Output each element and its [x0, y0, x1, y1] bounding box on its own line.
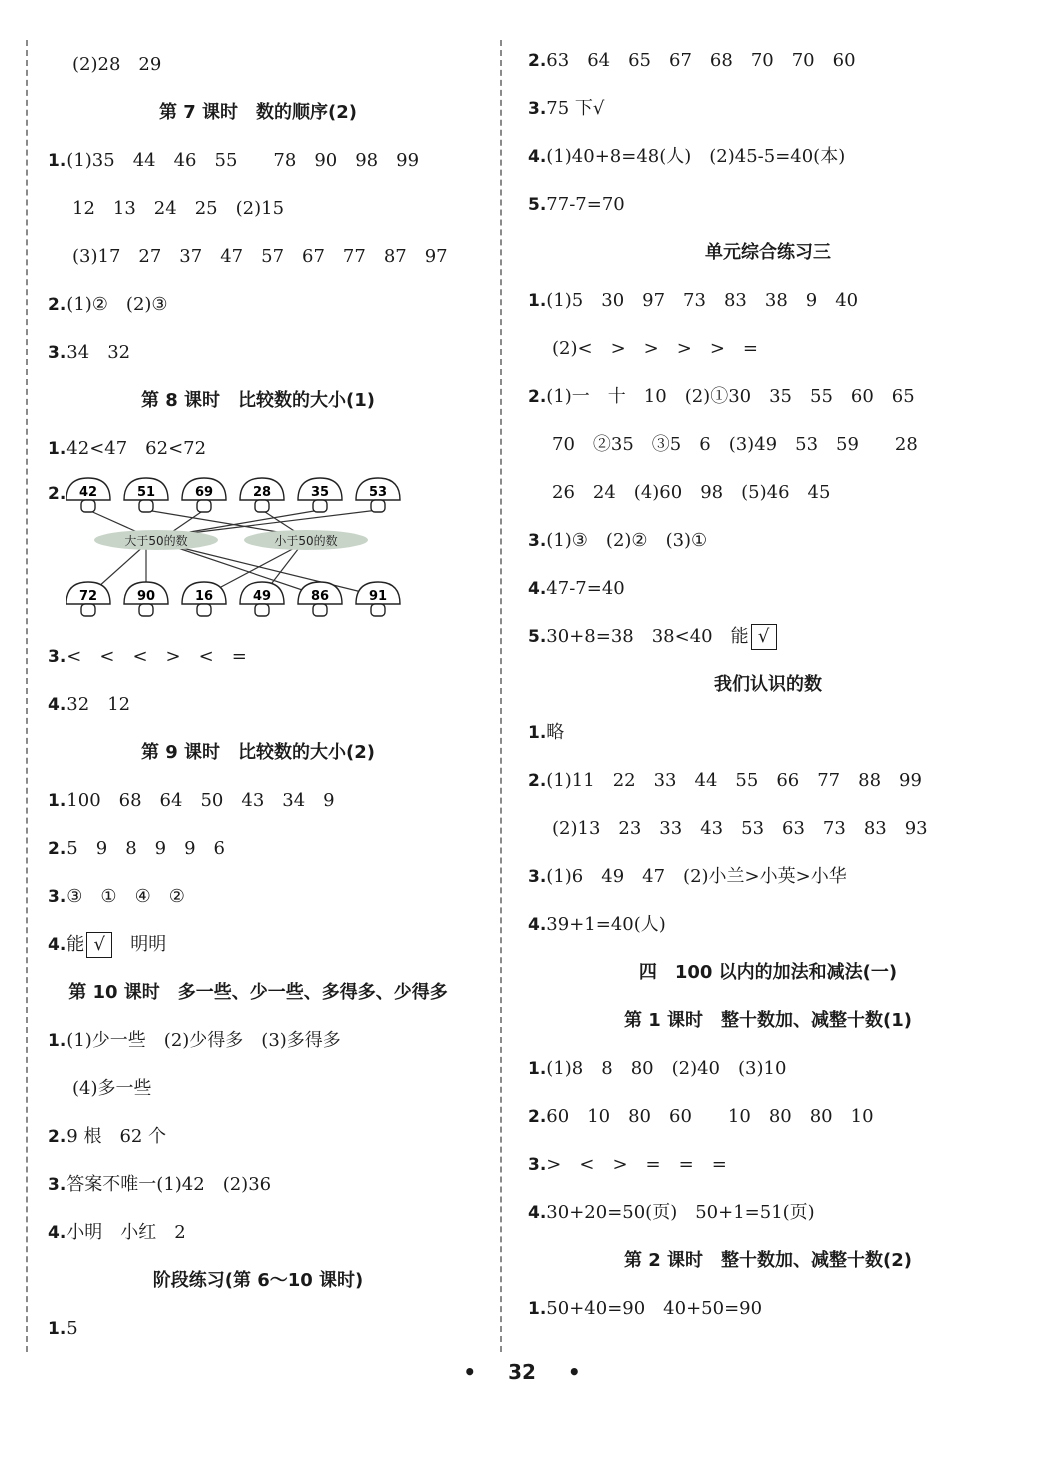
section-heading: 第 7 课时 数的顺序(2) [158, 102, 358, 123]
answer-text: 答案不唯一(1)42 (2)36 [66, 1174, 272, 1195]
left-column [48, 44, 468, 1356]
mushroom-number: 91 [368, 589, 388, 604]
answer-item [48, 876, 468, 924]
answer-item [48, 428, 468, 476]
answer-continuation [528, 328, 1008, 376]
answer-continuation [528, 808, 1008, 856]
answer-text: 9 根 62 个 [66, 1126, 167, 1147]
top-mushrooms [66, 478, 400, 512]
mushroom [240, 478, 284, 512]
answer-text: 42<47 62<72 [66, 438, 207, 459]
section-heading: 第 1 课时 整十数加、减整十数(1) [623, 1010, 913, 1031]
answer-text: (1)② (2)③ [66, 294, 168, 315]
question-number: 2. [528, 387, 547, 407]
answer-text: 77-7=70 [546, 194, 625, 215]
answer-item [48, 284, 468, 332]
question-number: 4. [528, 1203, 547, 1223]
answer-text: 5 [66, 1318, 78, 1339]
question-number: 2. [48, 484, 67, 504]
answer-text: (1)5 30 97 73 83 38 9 40 [546, 290, 859, 311]
section-heading: 第 9 课时 比较数的大小(2) [140, 742, 376, 763]
column-divider [500, 40, 502, 1352]
answer-item [528, 1288, 1008, 1336]
answer-item [48, 636, 468, 684]
page-dot-right: • [567, 1360, 581, 1384]
section-heading: 第 10 课时 多一些、少一些、多得多、少得多 [68, 982, 448, 1003]
mushroom-stem [139, 604, 153, 616]
answer-item [48, 780, 468, 828]
mushroom [66, 582, 110, 616]
section-heading: 阶段练习(第 6～10 课时) [152, 1270, 364, 1291]
mushroom-stem [197, 604, 211, 616]
mushroom-number: 53 [368, 485, 388, 500]
question-number: 1. [48, 1319, 67, 1339]
answer-item [528, 520, 1008, 568]
mushroom-number: 16 [194, 589, 214, 604]
answer-continuation [528, 424, 1008, 472]
question-number: 1. [48, 439, 67, 459]
question-number: 1. [528, 291, 547, 311]
question-number: 5. [528, 195, 547, 215]
checkbox-tick: √ [86, 932, 112, 958]
question-number: 3. [48, 343, 67, 363]
answer-item [528, 376, 1008, 424]
mushroom-stem [81, 604, 95, 616]
question-number: 5. [528, 627, 547, 647]
answer-item [528, 1048, 1008, 1096]
page-dot-left: • [463, 1360, 477, 1384]
answer-item [48, 684, 468, 732]
section-heading: 第 2 课时 整十数加、减整十数(2) [623, 1250, 913, 1271]
checkbox-tick: √ [751, 624, 777, 650]
section-heading: 四 100 以内的加法和减法(一) [638, 962, 898, 983]
answer-continuation [528, 472, 1008, 520]
mushroom-number: 42 [78, 485, 98, 500]
label-less: 小于50的数 [274, 534, 338, 548]
mushroom [124, 582, 168, 616]
question-number: 1. [48, 1031, 67, 1051]
connector-lines [88, 510, 378, 596]
answer-text: ③ ① ④ ② [66, 886, 185, 907]
answer-item [48, 1212, 468, 1260]
answer-item [528, 712, 1008, 760]
page-number: 32 [508, 1360, 536, 1384]
answer-continuation [48, 44, 468, 92]
mushroom [356, 478, 400, 512]
answer-text: (2)< > > > > = [552, 338, 758, 359]
question-number: 1. [528, 1059, 547, 1079]
question-number: 4. [528, 915, 547, 935]
answer-text: 12 13 24 25 (2)15 [72, 198, 285, 219]
answer-item [528, 136, 1008, 184]
answer-text: 能 [66, 934, 85, 955]
answer-item [48, 1308, 468, 1356]
mushroom-number: 35 [310, 485, 330, 500]
answer-item [528, 1192, 1008, 1240]
answer-item [528, 856, 1008, 904]
mushroom [66, 478, 110, 512]
answer-item [528, 280, 1008, 328]
question-number: 4. [528, 147, 547, 167]
question-number: 3. [48, 1175, 67, 1195]
mushroom-stem [139, 500, 153, 512]
mushroom-number: 69 [194, 485, 214, 500]
mushroom [356, 582, 400, 616]
answer-text: 26 24 (4)60 98 (5)46 45 [552, 482, 831, 503]
answer-text: 47-7=40 [546, 578, 625, 599]
answer-text: 小明 小红 2 [66, 1222, 186, 1243]
answer-text: 34 32 [66, 342, 131, 363]
answer-text: 63 64 65 67 68 70 70 60 [546, 50, 856, 71]
question-number: 4. [48, 935, 67, 955]
answer-text: (2)28 29 [72, 54, 162, 75]
question-number: 1. [48, 151, 67, 171]
mushroom-stem [371, 500, 385, 512]
question-number: 2. [48, 839, 67, 859]
answer-item [48, 332, 468, 380]
answer-item [48, 924, 468, 972]
mushroom-number: 72 [78, 589, 98, 604]
answer-text: 30+20=50(页) 50+1=51(页) [546, 1202, 815, 1223]
answer-text: (3)17 27 37 47 57 67 77 87 97 [72, 246, 448, 267]
mushroom [298, 478, 342, 512]
mushroom [298, 582, 342, 616]
section-heading: 我们认识的数 [714, 674, 822, 695]
answer-continuation [48, 1068, 468, 1116]
answer-item [48, 1020, 468, 1068]
answer-text: (1)一 十 10 (2)①30 35 55 60 65 [546, 386, 915, 407]
answer-text: 39+1=40(人) [546, 914, 666, 935]
answer-item [48, 140, 468, 188]
answer-item [528, 616, 1008, 664]
question-number: 4. [48, 1223, 67, 1243]
label-greater: 大于50的数 [124, 534, 188, 548]
question-number: 1. [528, 723, 547, 743]
mushroom [182, 478, 226, 512]
answer-text: 略 [546, 722, 565, 743]
answer-item [48, 828, 468, 876]
answer-text: 50+40=90 40+50=90 [546, 1298, 763, 1319]
section-heading: 单元综合练习三 [705, 242, 831, 263]
mushroom-number: 51 [136, 485, 156, 500]
answer-item [528, 904, 1008, 952]
mushroom [182, 582, 226, 616]
question-number: 3. [528, 531, 547, 551]
question-number: 2. [48, 1127, 67, 1147]
question-number: 3. [48, 647, 67, 667]
answer-text: 100 68 64 50 43 34 9 [66, 790, 335, 811]
mushroom-stem [81, 500, 95, 512]
answer-item [528, 88, 1008, 136]
question-number: 3. [528, 1155, 547, 1175]
answer-item [528, 568, 1008, 616]
answer-continuation [48, 188, 468, 236]
question-number: 2. [528, 51, 547, 71]
answer-text: (1)少一些 (2)少得多 (3)多得多 [66, 1030, 341, 1051]
mushroom-number: 49 [252, 589, 272, 604]
question-number: 4. [528, 579, 547, 599]
answer-text: 32 12 [66, 694, 131, 715]
answer-item [528, 40, 1008, 88]
answer-text: (1)35 44 46 55 78 90 98 99 [66, 150, 420, 171]
answer-item-figure [48, 476, 468, 636]
mushroom-number: 86 [310, 589, 330, 604]
question-number: 2. [528, 771, 547, 791]
question-number: 3. [48, 887, 67, 907]
question-number: 2. [48, 295, 67, 315]
question-number: 3. [528, 99, 547, 119]
answer-item [528, 184, 1008, 232]
answer-text: < < < > < = [66, 646, 247, 667]
right-column [528, 40, 1008, 1336]
answer-item [528, 1096, 1008, 1144]
mushroom-stem [313, 500, 327, 512]
answer-text: (1)8 8 80 (2)40 (3)10 [546, 1058, 787, 1079]
answer-text: 60 10 80 60 10 80 80 10 [546, 1106, 874, 1127]
answer-item [528, 760, 1008, 808]
question-number: 1. [528, 1299, 547, 1319]
answer-text: 75 下√ [546, 98, 605, 119]
question-number: 1. [48, 791, 67, 811]
mushroom-number: 90 [136, 589, 156, 604]
answer-text: (2)13 23 33 43 53 63 73 83 93 [552, 818, 928, 839]
answer-text: 30+8=38 38<40 能 [546, 626, 749, 647]
answer-item [528, 1144, 1008, 1192]
answer-text: (1)40+8=48(人) (2)45-5=40(本) [546, 146, 846, 167]
answer-text: (4)多一些 [72, 1078, 152, 1099]
mushroom-matching-figure [66, 476, 446, 636]
left-margin-rule [26, 40, 28, 1352]
answer-continuation [48, 236, 468, 284]
mushroom-stem [313, 604, 327, 616]
mushroom-stem [255, 604, 269, 616]
mushroom-number: 28 [252, 485, 272, 500]
answer-item [48, 1116, 468, 1164]
answer-text: > < > = = = [546, 1154, 727, 1175]
mushroom-stem [197, 500, 211, 512]
mushroom [240, 582, 284, 616]
answer-text: (1)6 49 47 (2)小兰>小英>小华 [546, 866, 847, 887]
answer-text: (1)11 22 33 44 55 66 77 88 99 [546, 770, 922, 791]
answer-text: 70 ②35 ③5 6 (3)49 53 59 28 [552, 434, 918, 455]
answer-text: 5 9 8 9 9 6 [66, 838, 226, 859]
page-number-footer [0, 1360, 1044, 1384]
answer-text-after: 明明 [112, 934, 167, 955]
mushroom [124, 478, 168, 512]
mushroom-stem [255, 500, 269, 512]
question-number: 4. [48, 695, 67, 715]
mushroom-stem [371, 604, 385, 616]
answer-text: (1)③ (2)② (3)① [546, 530, 708, 551]
question-number: 2. [528, 1107, 547, 1127]
question-number: 3. [528, 867, 547, 887]
answer-item [48, 1164, 468, 1212]
bottom-mushrooms [66, 582, 400, 616]
section-heading: 第 8 课时 比较数的大小(1) [140, 390, 376, 411]
